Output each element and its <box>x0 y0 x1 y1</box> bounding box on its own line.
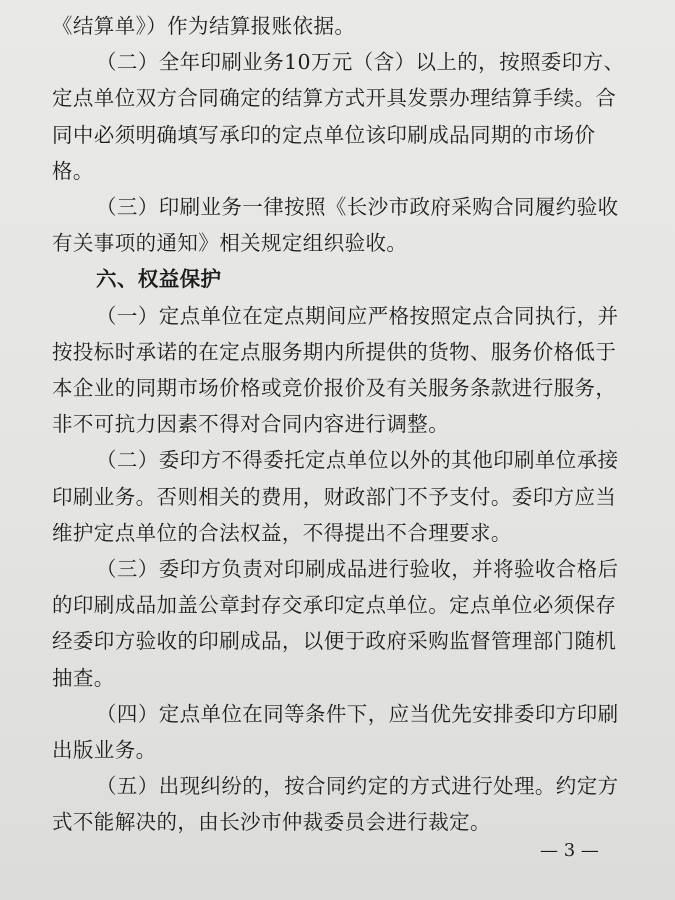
section-heading: 六、权益保护 <box>96 267 222 292</box>
text-line: 出版业务。 <box>52 738 157 762</box>
text-line: 的印刷成品加盖公章封存交承印定点单位。定点单位必须保存 <box>52 593 617 618</box>
text-line: 同中必须明确填写承印的定点单位该印刷成品同期的市场价 <box>52 122 596 147</box>
paragraph-line: （三）委印方负责对印刷成品进行验收，并将验收合格后 <box>96 557 619 581</box>
page-number: — 3 — <box>540 840 599 861</box>
text-line: 非不可抗力因素不得对合同内容进行调整。 <box>52 412 450 437</box>
paragraph-line: （四）定点单位在同等条件下，应当优先安排委印方印刷 <box>96 701 619 726</box>
text-line: 格。 <box>52 158 94 183</box>
text-line: 经委印方验收的印刷成品，以便于政府采购监督管理部门随机 <box>52 629 617 654</box>
text-line: 式不能解决的，由长沙市仲裁委员会进行裁定。 <box>52 810 491 835</box>
paragraph-line: （三）印刷业务一律按照《长沙市政府采购合同履约验收 <box>96 195 619 219</box>
text-line: 按投标时承诺的在定点服务期内所提供的货物、服务价格低于 <box>52 339 617 364</box>
paragraph-line: （二）委印方不得委托定点单位以外的其他印刷单位承接 <box>96 448 619 473</box>
text-line: 本企业的同期市场价格或竞价报价及有关服务条款进行服务， <box>52 376 617 400</box>
paragraph-line: （五）出现纠纷的，按合同约定的方式进行处理。约定方 <box>96 774 619 799</box>
paragraph-line: （一）定点单位在定点期间应严格按照定点合同执行，并 <box>96 303 619 328</box>
text-line: 定点单位双方合同确定的结算方式开具发票办理结算手续。合 <box>52 86 617 111</box>
text-line: 有关事项的通知》相关规定组织验收。 <box>52 231 408 256</box>
text-line: 印刷业务。否则相关的费用，财政部门不予支付。委印方应当 <box>52 484 617 509</box>
text-line: 维护定点单位的合法权益，不得提出不合理要求。 <box>52 520 512 545</box>
text-line: 抽查。 <box>52 665 115 690</box>
paragraph-line: （二）全年印刷业务10万元（含）以上的，按照委印方、 <box>96 50 625 75</box>
text-line: 《结算单》）作为结算报账依据。 <box>52 14 356 38</box>
